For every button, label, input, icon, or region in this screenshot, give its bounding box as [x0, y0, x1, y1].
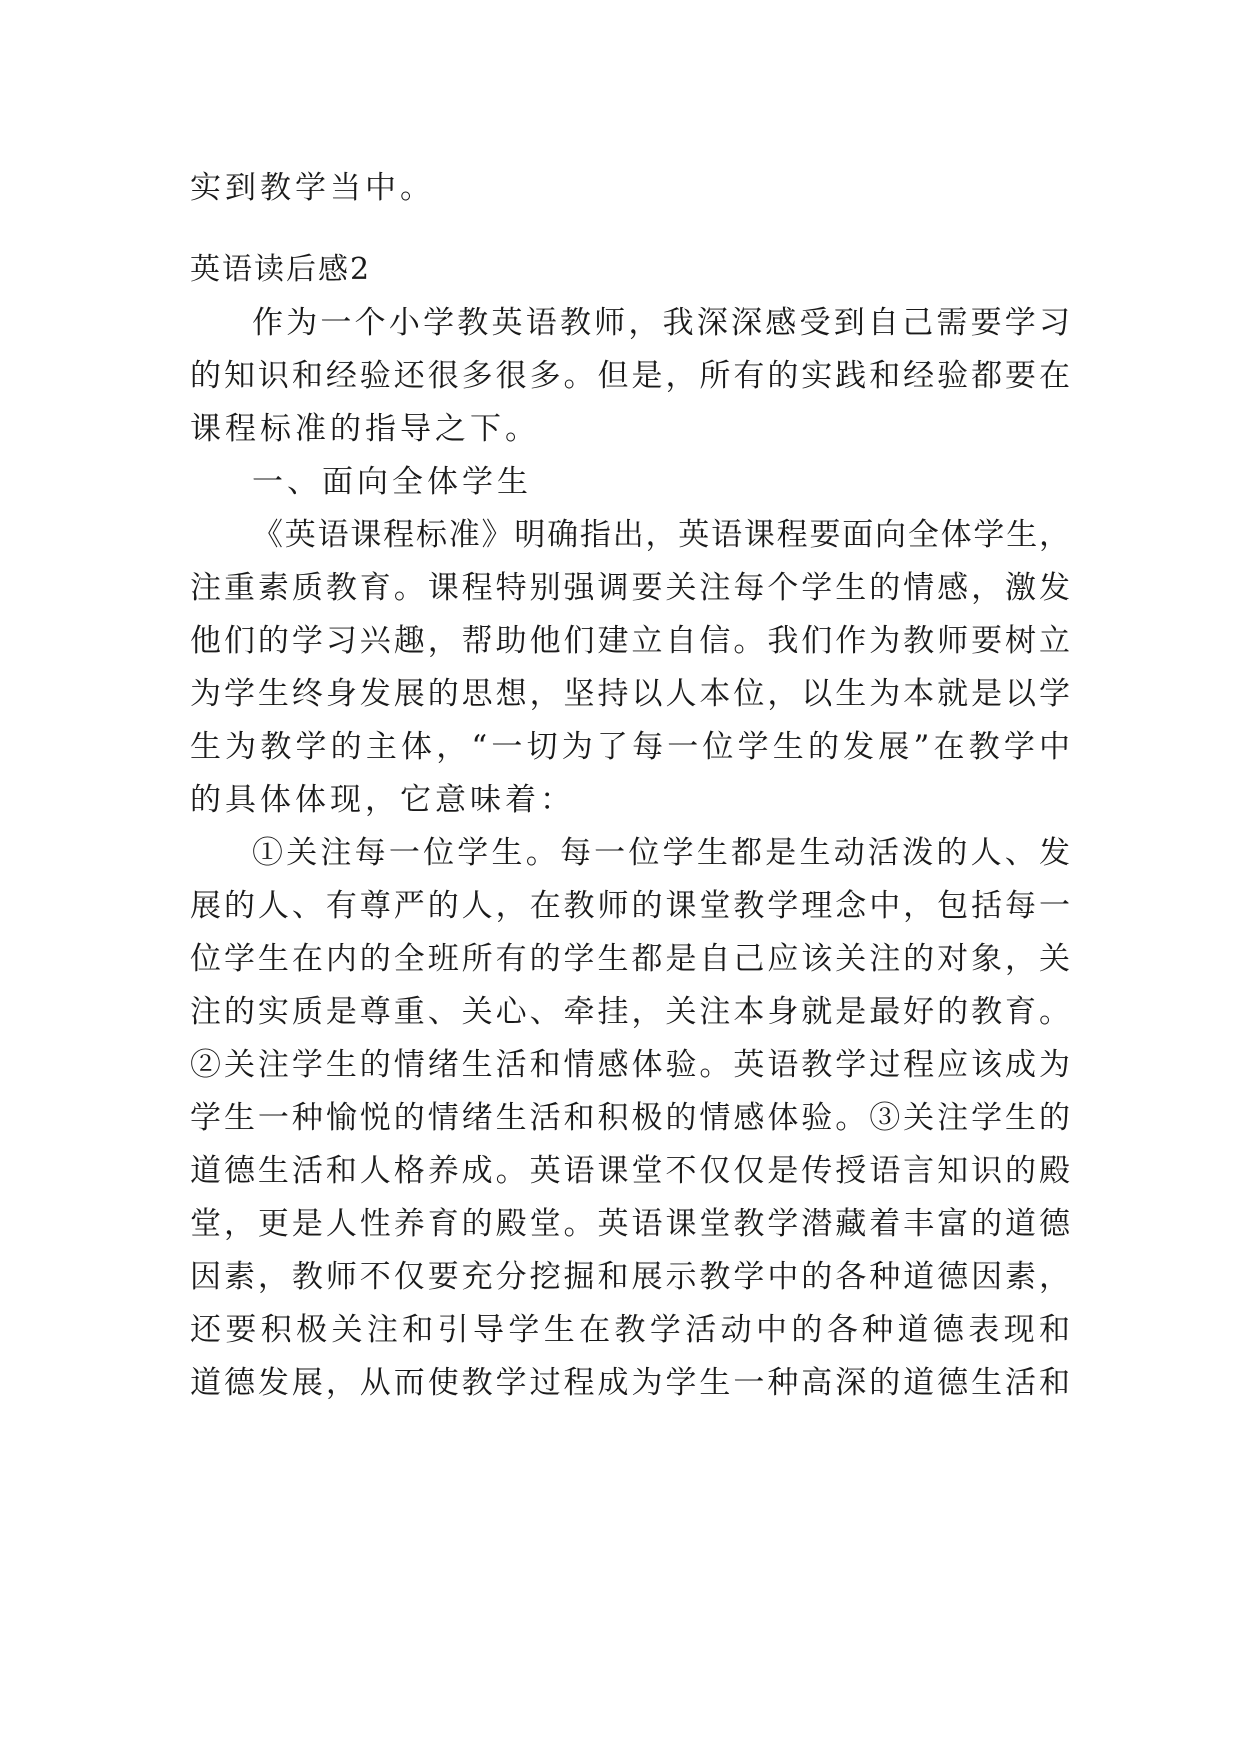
text-line: 生为教学的主体，“一切为了每一位学生的发展”在教学中 — [190, 729, 1070, 765]
subheading: 一、面向全体学生 — [252, 464, 532, 500]
text-line: 展的人、有尊严的人，在教师的课堂教学理念中，包括每一 — [190, 888, 1070, 924]
text-line: 因素，教师不仅要充分挖掘和展示教学中的各种道德因素， — [190, 1259, 1070, 1295]
text-line: 课程标准的指导之下。 — [190, 411, 540, 447]
text-line: 位学生在内的全班所有的学生都是自己应该关注的对象，关 — [190, 941, 1070, 977]
text-line: 道德发展，从而使教学过程成为学生一种高深的道德生活和 — [190, 1365, 1070, 1401]
text-line: 《英语课程标准》明确指出，英语课程要面向全体学生， — [252, 517, 1070, 553]
text-line: 实到教学当中。 — [190, 170, 435, 206]
text-line: 的具体体现，它意味着： — [190, 782, 575, 818]
text-line: 为学生终身发展的思想，坚持以人本位，以生为本就是以学 — [190, 676, 1070, 712]
text-line: 注的实质是尊重、关心、牵挂，关注本身就是最好的教育。 — [190, 994, 1070, 1030]
text-line: 他们的学习兴趣，帮助他们建立自信。我们作为教师要树立 — [190, 623, 1070, 659]
text-line: 堂，更是人性养育的殿堂。英语课堂教学潜藏着丰富的道德 — [190, 1206, 1070, 1242]
text-line: ①关注每一位学生。每一位学生都是生动活泼的人、发 — [252, 835, 1070, 871]
section-heading: 英语读后感2 — [190, 252, 372, 287]
text-line: 学生一种愉悦的情绪生活和积极的情感体验。③关注学生的 — [190, 1100, 1070, 1136]
text-line: 作为一个小学教英语教师，我深深感受到自己需要学习 — [252, 305, 1070, 341]
text-line: ②关注学生的情绪生活和情感体验。英语教学过程应该成为 — [190, 1047, 1070, 1083]
text-line: 注重素质教育。课程特别强调要关注每个学生的情感，激发 — [190, 570, 1070, 606]
text-line: 还要积极关注和引导学生在教学活动中的各种道德表现和 — [190, 1312, 1070, 1348]
text-line: 道德生活和人格养成。英语课堂不仅仅是传授语言知识的殿 — [190, 1153, 1070, 1189]
text-line: 的知识和经验还很多很多。但是，所有的实践和经验都要在 — [190, 358, 1070, 394]
